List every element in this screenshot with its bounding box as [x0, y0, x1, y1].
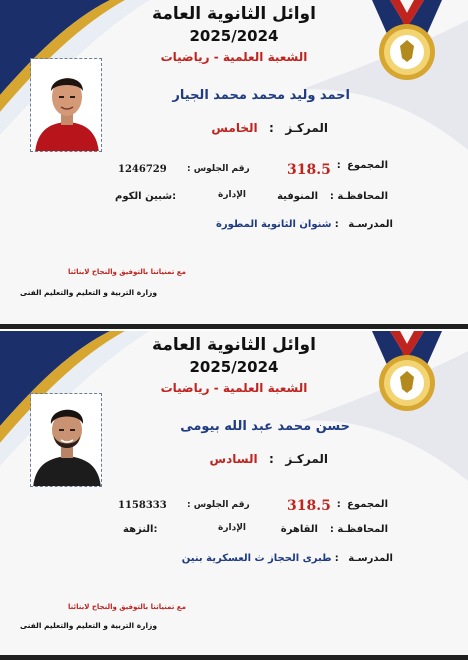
student-name: احمد وليد محمد محمد الجيار	[172, 88, 350, 103]
school-separator: :	[334, 553, 339, 564]
admin-value: :النزهة	[123, 524, 158, 535]
page-title: اوائل الثانوية العامة	[152, 335, 316, 355]
total-label: المجموع	[347, 160, 388, 171]
seat-label: رقم الجلوس :	[187, 500, 250, 510]
rank-row	[211, 121, 328, 135]
total-separator: :	[336, 160, 341, 171]
rank-row	[210, 452, 328, 466]
student-photo	[30, 58, 102, 152]
school-value: طبرى الحجاز ث العسكرية بنين	[181, 553, 332, 564]
certificate-card	[0, 331, 468, 660]
academic-year: 2025/2024	[189, 358, 279, 376]
governorate-value: المنوفية	[277, 191, 318, 202]
rank-label: المركـز	[285, 121, 328, 135]
total-label: المجموع	[347, 499, 388, 510]
rank-separator: :	[269, 121, 274, 135]
wish-text: مع تمنياتنا بالتوفيق والنجاح لابنائنا	[68, 268, 186, 276]
school-separator: :	[334, 219, 339, 230]
school-row	[216, 219, 393, 230]
school-value: شنوان الثانوية المطورة	[215, 219, 332, 230]
wish-text: مع تمنياتنا بالتوفيق والنجاح لابنائنا	[68, 603, 186, 611]
division-label: الشعبة العلمية - رياضيات	[160, 381, 308, 395]
certificate-card	[0, 0, 468, 329]
rank-value: الخامس	[211, 121, 258, 135]
admin-label: الإدارة	[218, 190, 246, 200]
seat-value: 1246729	[118, 164, 167, 175]
school-label: المدرسـة	[348, 553, 393, 564]
ministry-text: وزارة التربية و التعليم والتعليم الفنى	[20, 621, 158, 630]
student-photo-dark-shirt-icon	[31, 394, 102, 487]
rank-value: السادس	[209, 452, 258, 466]
school-label: المدرسـة	[348, 219, 393, 230]
admin-label: الإدارة	[218, 523, 246, 533]
ministry-text: وزارة التربية و التعليم والتعليم الفنى	[20, 288, 158, 297]
division-label: الشعبة العلمية - رياضيات	[160, 50, 308, 64]
total-row	[337, 499, 388, 510]
total-row	[337, 160, 388, 171]
seat-label: رقم الجلوس :	[187, 164, 250, 174]
admin-value: :شبين الكوم	[115, 191, 177, 202]
total-separator: :	[336, 499, 341, 510]
governorate-label: المحافظـة :	[329, 191, 388, 202]
student-photo-red-shirt-icon	[31, 59, 102, 152]
governorate-label: المحافظـة :	[329, 524, 388, 535]
page-title: اوائل الثانوية العامة	[152, 4, 316, 24]
total-value: 318.5	[287, 498, 331, 514]
school-row	[182, 553, 393, 564]
student-name: حسن محمد عبد الله بيومى	[180, 419, 350, 434]
rank-separator: :	[269, 452, 274, 466]
total-value: 318.5	[287, 162, 331, 178]
student-photo	[30, 393, 102, 487]
governorate-value: القاهرة	[280, 524, 318, 535]
rank-label: المركـز	[285, 452, 328, 466]
academic-year: 2025/2024	[189, 27, 279, 45]
seat-value: 1158333	[118, 500, 167, 511]
